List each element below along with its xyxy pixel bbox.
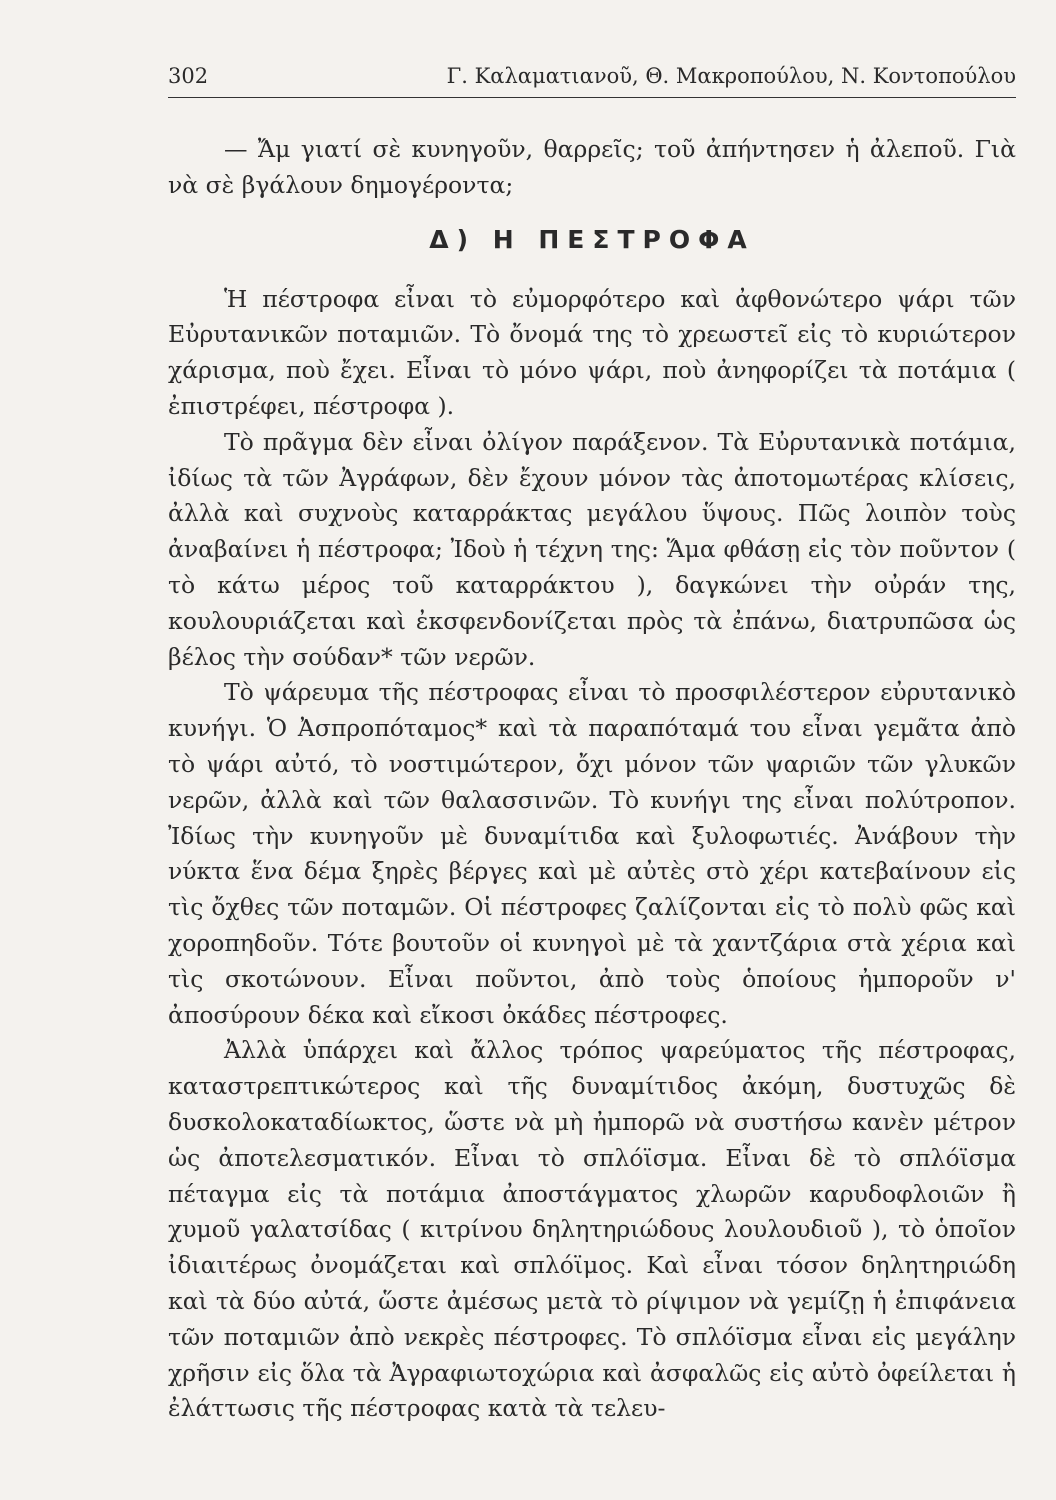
paragraph-fishing: Τὸ ψάρευμα τῆς πέστροφας εἶναι τὸ προσφιλέστερον εὐρυτανικὸ κυνήγι. Ὁ Ἀσπροπόταμος* καὶ τὰ παραπόταμά του εἶναι γεμᾶτα ἀπὸ τὸ ψάρι αὐτό, τὸ νοστιμώτερον, ὄχι μόνον τῶν ψαριῶν τῶν γλυκῶν νερῶν, ἀλλὰ καὶ τῶν θαλασσινῶν. Τὸ κυνήγι της εἶναι πολύτροπον. Ἰδίως τὴν κυνηγοῦν μὲ δυναμίτιδα καὶ ξυλοφωτιές. Ἀνάβουν τὴν νύκτα ἕνα δέμα ξηρὲς βέργες καὶ μὲ αὐτὲς στὸ χέρι κατεβαίνουν εἰς τὶς ὄχθες τῶν ποταμῶν. Οἱ πέστροφες ζαλίζονται εἰς τὸ πολὺ φῶς καὶ χοροπηδοῦν. Τότε βουτοῦν οἱ κυνηγοὶ μὲ τὰ χαντζάρια στὰ χέρια καὶ τὶς σκοτώνουν. Εἶναι ποῦντοι, ἀπὸ τοὺς ὁποίους ἠμποροῦν ν' ἀποσύρουν δέκα καὶ εἴκοσι ὀκάδες πέστροφες. (168, 678, 1016, 1029)
paragraph-sploisma: Ἀλλὰ ὑπάρχει καὶ ἄλλος τρόπος ψαρεύματος τῆς πέστροφας, καταστρεπτικώτερος καὶ τῆς δυναμίτιδος ἀκόμη, δυστυχῶς δὲ δυσκολοκαταδίωκτος, ὥστε νὰ μὴ ἠμπορῶ νὰ συστήσω κανὲν μέτρον ὡς ἀποτελεσματικόν. Εἶναι τὸ σπλόϊσμα. Εἶναι δὲ τὸ σπλόϊσμα πέταγμα εἰς τὰ ποτάμια ἀποστάγματος χλωρῶν καρυδοφλοιῶν ἢ χυμοῦ γαλατσίδας ( κιτρίνου δηλητηριώδους λουλουδιοῦ ), τὸ ὁποῖον ἰδιαιτέρως ὀνομάζεται καὶ σπλόϊμος. Καὶ εἶναι τόσον δηλητηριώδη καὶ τὰ δύο αὐτά, ὥστε ἀμέσως μετὰ τὸ ρίψιμον νὰ γεμίζῃ ἡ ἐπιφάνεια τῶν ποταμιῶν ἀπὸ νεκρὲς πέστροφες. Τὸ σπλόϊσμα εἶναι εἰς μεγάλην χρῆσιν εἰς ὅλα τὰ Ἀγραφιωτοχώρια καὶ ἀσφαλῶς εἰς αὐτὸ ὀφείλεται ἡ ἐλάττωσις τῆς πέστροφας κατὰ τὰ τελευ- (168, 1036, 1016, 1423)
page-number: 302 (168, 64, 209, 88)
body-text (168, 132, 1016, 1427)
section-heading: Δ) Η ΠΕΣΤΡΟΦΑ (429, 224, 755, 254)
paragraph-dialogue: — Ἄμ γιατί σὲ κυνηγοῦν, θαρρεῖς; τοῦ ἀπήντησεν ἡ ἀλεποῦ. Γιὰ νὰ σὲ βγάλουν δημογέροντα; (168, 135, 1016, 199)
page-header (168, 58, 1016, 94)
paragraph-waterfalls: Τὸ πρᾶγμα δὲν εἶναι ὀλίγον παράξενον. Τὰ Εὐρυτανικὰ ποτάμια, ἰδίως τὰ τῶν Ἀγράφων, δὲν ἔχουν μόνον τὰς ἀποτομωτέρας κλίσεις, ἀλλὰ καὶ συχνοὺς καταρράκτας μεγάλου ὕψους. Πῶς λοιπὸν τοὺς ἀναβαίνει ἡ πέστροφα; Ἰδοὺ ἡ τέχνη της: Ἅμα φθάσῃ εἰς τὸν ποῦντον ( τὸ κάτω μέρος τοῦ καταρράκτου ), δαγκώνει τὴν οὐράν της, κουλουριάζεται καὶ ἐκσφενδονίζεται πρὸς τὰ ἐπάνω, διατρυπῶσα ὡς βέλος τὴν σούδαν* τῶν νερῶν. (168, 427, 1016, 671)
paragraph-intro: Ἡ πέστροφα εἶναι τὸ εὐμορφότερο καὶ ἀφθονώτερο ψάρι τῶν Εὐρυτανικῶν ποταμιῶν. Τὸ ὄνομά της τὸ χρεωστεῖ εἰς τὸ κυριώτερον χάρισμα, ποὺ ἔχει. Εἶναι τὸ μόνο ψάρι, ποὺ ἀνηφορίζει τὰ ποτάμια ( ἐπιστρέφει, πέστροφα ). (168, 284, 1016, 420)
running-head: Γ. Καλαματιανοῦ, Θ. Μακροπούλου, Ν. Κοντοπούλου (446, 64, 1016, 88)
header-rule (168, 97, 1016, 98)
